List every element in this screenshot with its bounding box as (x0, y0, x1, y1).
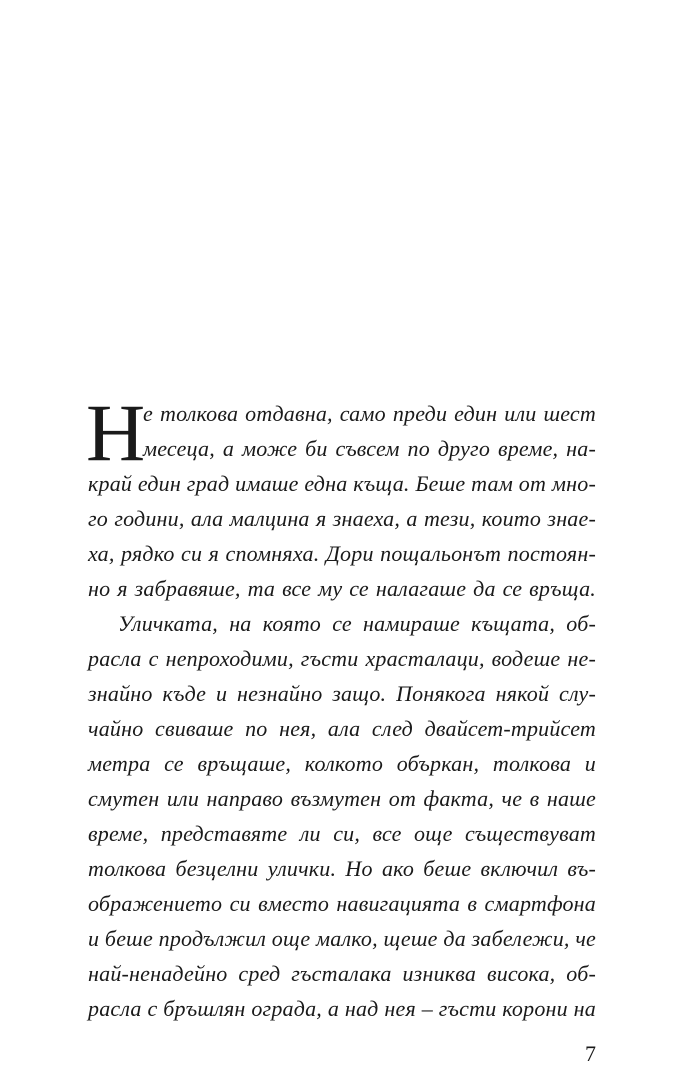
text-line: и беше продължил още малко, щеше да забележи, че (88, 926, 596, 951)
text-line: време, представяте ли си, все още съществуват (88, 821, 596, 846)
text-line: Уличката, на която се намираше къщата, об- (118, 611, 596, 636)
text-line: го години, ала малцина я знаеха, а тези, които знае- (88, 506, 596, 531)
text-line: толкова безцелни улички. Но ако беше включил въ- (88, 856, 596, 881)
text-line: край един град имаше една къща. Беше там от мно- (88, 471, 596, 496)
text-line: расла с непроходими, гъсти храсталаци, водеше не- (88, 646, 596, 671)
drop-cap: Н (86, 387, 146, 478)
text-line: месеца, а може би съвсем по друго време, на- (143, 436, 596, 461)
text-line: расла с бръшлян ограда, а над нея – гъсти корони на (88, 996, 596, 1021)
text-line: ображението си вместо навигацията в смартфона (88, 891, 596, 916)
text-line: метра се връщаше, колкото объркан, толкова и (88, 751, 596, 776)
text-line: е толкова отдавна, само преди един или шест (143, 401, 596, 426)
text-line: знайно къде и незнайно защо. Понякога някой слу- (88, 681, 596, 706)
text-line: смутен или направо възмутен от факта, че в наше (88, 786, 596, 811)
text-line: но я забравяше, та все му се налагаше да се връща. (88, 576, 596, 601)
text-line: най-ненадейно сред гъсталака изниква висока, об- (88, 961, 596, 986)
text-line: ха, рядко си я спомняха. Дори пощальонът постоян- (88, 541, 596, 566)
text-line: чайно свиваше по нея, ала след двайсет-трийсет (88, 716, 596, 741)
page-number: 7 (585, 1041, 596, 1066)
